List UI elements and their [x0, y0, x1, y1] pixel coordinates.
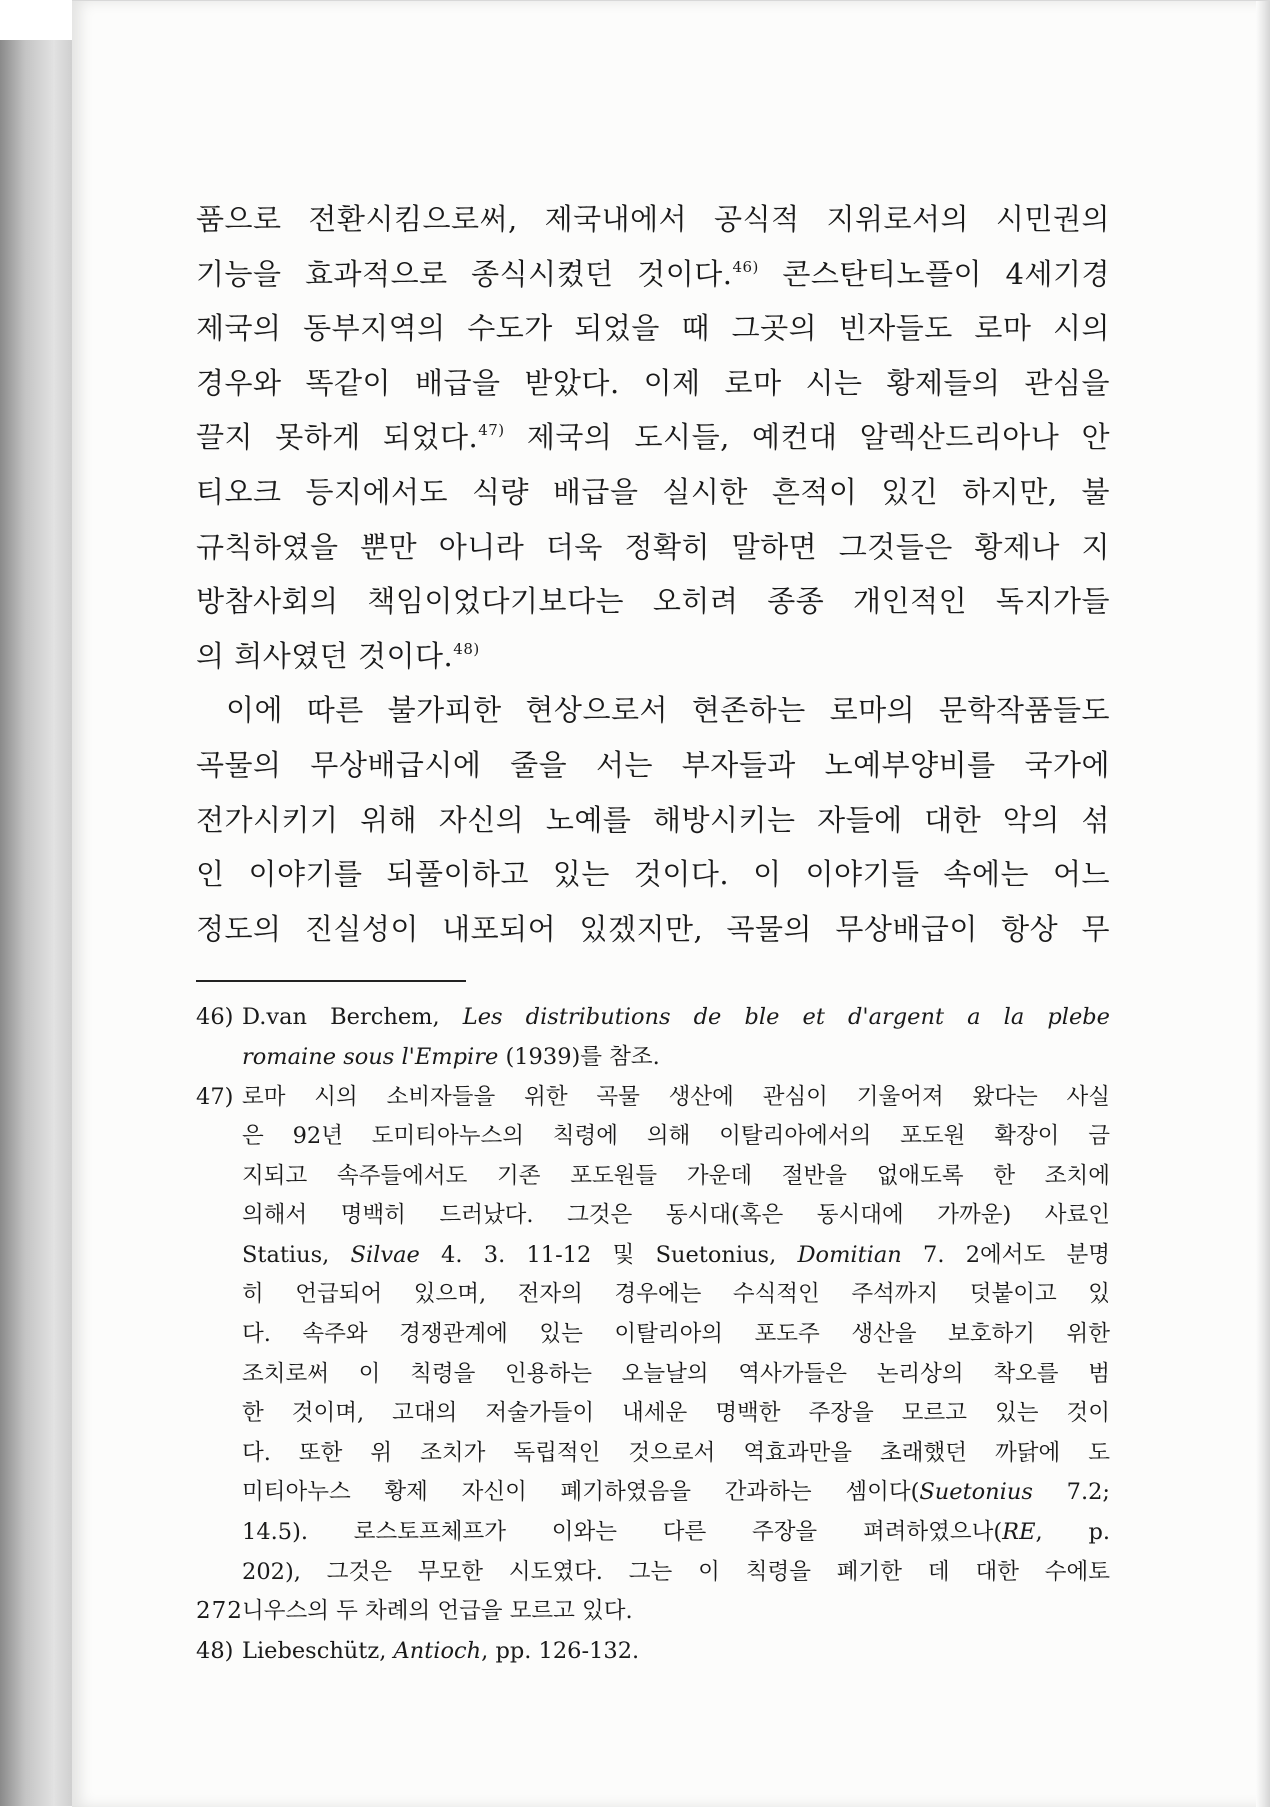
- footnote-47: [196, 1078, 1110, 1632]
- footnote-line: 히 언급되어 있으며, 전자의 경우에는 수식적인 주석까지 덧붙이고 있: [242, 1281, 1110, 1308]
- page-number: 272: [196, 1598, 243, 1624]
- footnote-line: 다. 또한 위 조치가 독립적인 것으로서 역효과만을 초래했던 까닭에 도: [242, 1439, 1110, 1466]
- body-line: 정도의 진실성이 내포되어 있겠지만, 곡물의 무상배급이 항상 무: [196, 911, 1110, 946]
- footnote-number: 46): [196, 1004, 234, 1031]
- body-line: 방참사회의 책임이었다기보다는 오히려 종종 개인적인 독지가들: [196, 584, 1110, 619]
- line-text: 4. 3. 11-12 및 Suetonius,: [419, 1241, 798, 1268]
- footnote-line: 은 92년 도미티아누스의 칙령에 의해 이탈리아에서의 포도원 확장이 금: [242, 1123, 1110, 1150]
- footnote-line: [242, 1236, 1110, 1276]
- book-title: romaine sous l'Empire: [242, 1043, 499, 1070]
- body-line: [196, 629, 1110, 684]
- book-title: Silvae: [350, 1241, 420, 1268]
- book-spine: [0, 40, 72, 1806]
- body-line: 경우와 똑같이 배급을 받았다. 이제 로마 시는 황제들의 관심을: [196, 365, 1110, 400]
- body-line: 제국의 동부지역의 수도가 되었을 때 그곳의 빈자들도 로마 시의: [196, 311, 1110, 346]
- footnote-line: 지되고 속주들에서도 기존 포도원들 가운데 절반을 없애도록 한 조치에: [242, 1162, 1110, 1189]
- footnote-line: 의해서 명백히 드러났다. 그것은 동시대(혹은 동시대에 가까운) 사료인: [242, 1202, 1110, 1229]
- footnote-line: [242, 1473, 1110, 1513]
- footnote-line: 니우스의 두 차례의 언급을 모르고 있다.: [242, 1598, 633, 1625]
- body-line: 이에 따른 불가피한 현상으로서 현존하는 로마의 문학작품들도: [226, 693, 1110, 728]
- footnote-ref-48: 48): [453, 639, 480, 658]
- line-text: 콘스탄티노플이 4세기경: [758, 256, 1110, 291]
- body-line: 품으로 전환시킴으로써, 제국내에서 공식적 지위로서의 시민권의: [196, 202, 1110, 236]
- book-title: Les distributions de ble et d'argent a la plebe: [462, 1004, 1110, 1031]
- footnote-line: [242, 1513, 1110, 1553]
- line-text: 의 희사였던 것이다.: [196, 638, 454, 673]
- line-text: 14.5). 로스토프체프가 이와는 다른 주장을 펴려하였으나(: [242, 1519, 1003, 1546]
- book-title: RE: [1002, 1519, 1036, 1546]
- line-text: 제국의 도시들, 예컨대 알렉산드리아나 안: [504, 420, 1110, 455]
- body-line: 티오크 등지에서도 식량 배급을 실시한 흔적이 있긴 하지만, 불: [196, 474, 1110, 509]
- body-line: [196, 247, 1110, 302]
- footnote-line: 조치로써 이 칙령을 인용하는 오늘날의 역사가들은 논리상의 착오를 범: [242, 1360, 1110, 1387]
- book-title: Suetonius: [919, 1479, 1033, 1506]
- footnote-line: 한 것이며, 고대의 저술가들이 내세운 명백한 주장을 모르고 있는 것이: [242, 1400, 1110, 1427]
- line-text: 7. 2에서도 분명: [901, 1241, 1110, 1268]
- footnote-ref-47: 47): [478, 421, 505, 440]
- book-title: Antioch: [393, 1637, 482, 1664]
- footnote-line: 다. 속주와 경쟁관계에 있는 이탈리아의 포도주 생산을 보호하기 위한: [242, 1321, 1110, 1348]
- line-text: 미티아누스 황제 자신이 폐기하였음을 간과하는 셈이다(: [242, 1479, 920, 1506]
- body-line: 곡물의 무상배급시에 줄을 서는 부자들과 노예부양비를 국가에: [196, 747, 1110, 782]
- page-content: [196, 192, 1110, 1671]
- line-text: 끌지 못하게 되었다.: [196, 420, 479, 455]
- line-text: , pp. 126-132.: [481, 1637, 640, 1664]
- footnote-line: [242, 1038, 1110, 1078]
- line-text: Statius,: [242, 1241, 351, 1268]
- body-paragraph-2: [196, 683, 1110, 956]
- footnote-number: 48): [196, 1637, 234, 1664]
- footnote-number: 47): [196, 1083, 234, 1110]
- footnote-line: 202), 그것은 무모한 시도였다. 그는 이 칙령을 폐기한 데 대한 수에토: [242, 1558, 1110, 1585]
- footnote-line: [242, 1632, 1110, 1672]
- body-line: [196, 410, 1110, 465]
- footnote-48: [196, 1632, 1110, 1672]
- footnote-separator: [196, 980, 466, 982]
- line-text: (1939)를 참조.: [498, 1043, 660, 1070]
- body-paragraph-1: [196, 192, 1110, 683]
- page-edge-shadow: [1256, 1, 1270, 1807]
- line-text: Liebeschütz,: [242, 1637, 394, 1664]
- line-text: 기능을 효과적으로 종식시켰던 것이다.: [196, 256, 733, 291]
- footnote-line: [242, 998, 1110, 1038]
- footnote-46: [196, 998, 1110, 1077]
- footnote-line: 로마 시의 소비자들을 위한 곡물 생산에 관심이 기울어져 왔다는 사실: [242, 1083, 1110, 1110]
- body-line: 인 이야기를 되풀이하고 있는 것이다. 이 이야기들 속에는 어느: [196, 857, 1110, 892]
- line-text: 7.2;: [1032, 1479, 1111, 1506]
- line-text: D.van Berchem,: [242, 1004, 463, 1031]
- body-line: 규칙하였을 뿐만 아니라 더욱 정확히 말하면 그것들은 황제나 지: [196, 529, 1110, 564]
- line-text: , p.: [1035, 1519, 1110, 1546]
- footnote-ref-46: 46): [732, 257, 759, 276]
- book-title: Domitian: [797, 1241, 902, 1268]
- body-line: 전가시키기 위해 자신의 노예를 해방시키는 자들에 대한 악의 섞: [196, 802, 1110, 837]
